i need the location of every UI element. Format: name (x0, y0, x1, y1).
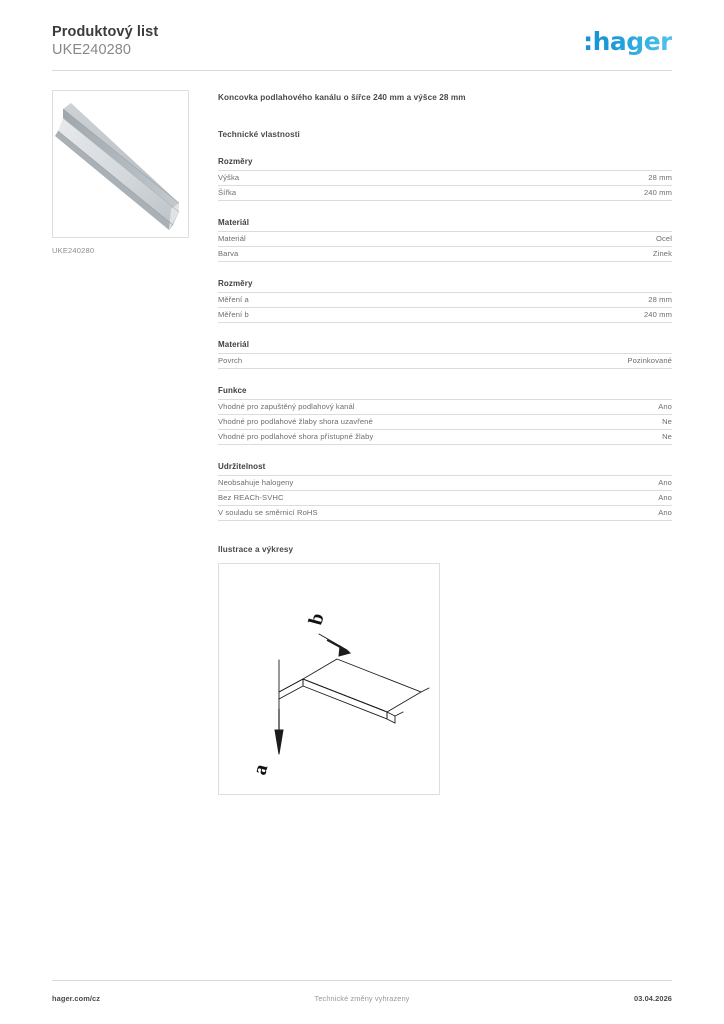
table-row (218, 247, 672, 262)
technical-drawing-box (218, 563, 440, 795)
technical-drawing-icon (219, 564, 439, 794)
spec-row-value: 28 mm (445, 171, 672, 186)
spec-row-value: 240 mm (445, 308, 672, 323)
spec-row-value: Ano (445, 400, 672, 415)
page-footer (52, 994, 672, 1006)
product-reference: UKE240280 (52, 42, 132, 58)
spec-row-label: Vhodné pro zapuštěný podlahový kanál (218, 400, 445, 415)
spec-row-label: Materiál (218, 232, 445, 247)
spec-table (218, 170, 672, 201)
product-figure (52, 90, 189, 255)
spec-row-value: Pozinkované (445, 354, 672, 369)
spec-row-value: Ano (445, 476, 672, 491)
page-header (52, 24, 672, 59)
header-divider (52, 70, 672, 71)
product-photo (52, 90, 189, 238)
product-description: Koncovka podlahového kanálu o šířce 240 mm a výšce 28 mm (218, 93, 466, 102)
spec-row-label: Šířka (218, 186, 445, 201)
dimension-label-b: b (304, 610, 329, 628)
dimension-label-a: a (248, 761, 273, 778)
spec-group-title: Rozměry (218, 157, 253, 166)
spec-row-value: Ocel (445, 232, 672, 247)
spec-row-value: 240 mm (445, 186, 672, 201)
table-row (218, 293, 672, 308)
footer-disclaimer: Technické změny vyhrazeny (314, 994, 410, 1003)
spec-row-label: Vhodné pro podlahové shora přístupné žlaby (218, 430, 445, 445)
spec-row-label: Barva (218, 247, 445, 262)
spec-group (218, 462, 672, 521)
table-row (218, 415, 672, 430)
footer-date: 03.04.2026 (634, 994, 672, 1003)
product-photo-caption: UKE240280 (52, 246, 95, 255)
spec-row-value: 28 mm (445, 293, 672, 308)
spec-table (218, 231, 672, 262)
spec-row-label: Měření a (218, 293, 445, 308)
technical-properties-heading: Technické vlastnosti (218, 130, 300, 139)
table-row (218, 491, 672, 506)
spec-table (218, 353, 672, 369)
spec-row-label: Neobsahuje halogeny (218, 476, 445, 491)
spec-group-title: Rozměry (218, 279, 253, 288)
product-profile-icon (53, 91, 188, 237)
spec-groups-container (218, 157, 672, 521)
table-row (218, 171, 672, 186)
spec-group-title: Materiál (218, 218, 250, 227)
datasheet-content (218, 92, 672, 795)
spec-row-value: Ne (445, 415, 672, 430)
footer-website[interactable]: hager.com/cz (52, 994, 101, 1003)
spec-group-title: Udržitelnost (218, 462, 266, 471)
spec-table (218, 292, 672, 323)
spec-row-label: Bez REACh-SVHC (218, 491, 445, 506)
spec-group (218, 340, 672, 369)
table-row (218, 232, 672, 247)
spec-row-value: Ano (445, 506, 672, 521)
spec-table (218, 399, 672, 445)
spec-row-label: Povrch (218, 354, 445, 369)
spec-group (218, 218, 672, 262)
spec-group (218, 157, 672, 201)
spec-group (218, 386, 672, 445)
spec-row-label: V souladu se směrnicí RoHS (218, 506, 445, 521)
drawings-heading: Ilustrace a výkresy (218, 545, 294, 554)
table-row (218, 430, 672, 445)
spec-table (218, 475, 672, 521)
spec-row-label: Výška (218, 171, 445, 186)
spec-row-label: Měření b (218, 308, 445, 323)
spec-group (218, 279, 672, 323)
spec-row-value: Zinek (445, 247, 672, 262)
spec-group-title: Funkce (218, 386, 247, 395)
page-title: Produktový list (52, 24, 159, 40)
spec-row-value: Ano (445, 491, 672, 506)
spec-row-label: Vhodné pro podlahové žlaby shora uzavřené (218, 415, 445, 430)
table-row (218, 506, 672, 521)
spec-row-value: Ne (445, 430, 672, 445)
footer-divider (52, 980, 672, 981)
table-row (218, 354, 672, 369)
dimension-arrow-a (275, 709, 283, 754)
spec-group-title: Materiál (218, 340, 250, 349)
table-row (218, 186, 672, 201)
hager-logo: :hager (583, 27, 672, 56)
table-row (218, 476, 672, 491)
table-row (218, 400, 672, 415)
table-row (218, 308, 672, 323)
dimension-arrow-b (327, 640, 350, 656)
